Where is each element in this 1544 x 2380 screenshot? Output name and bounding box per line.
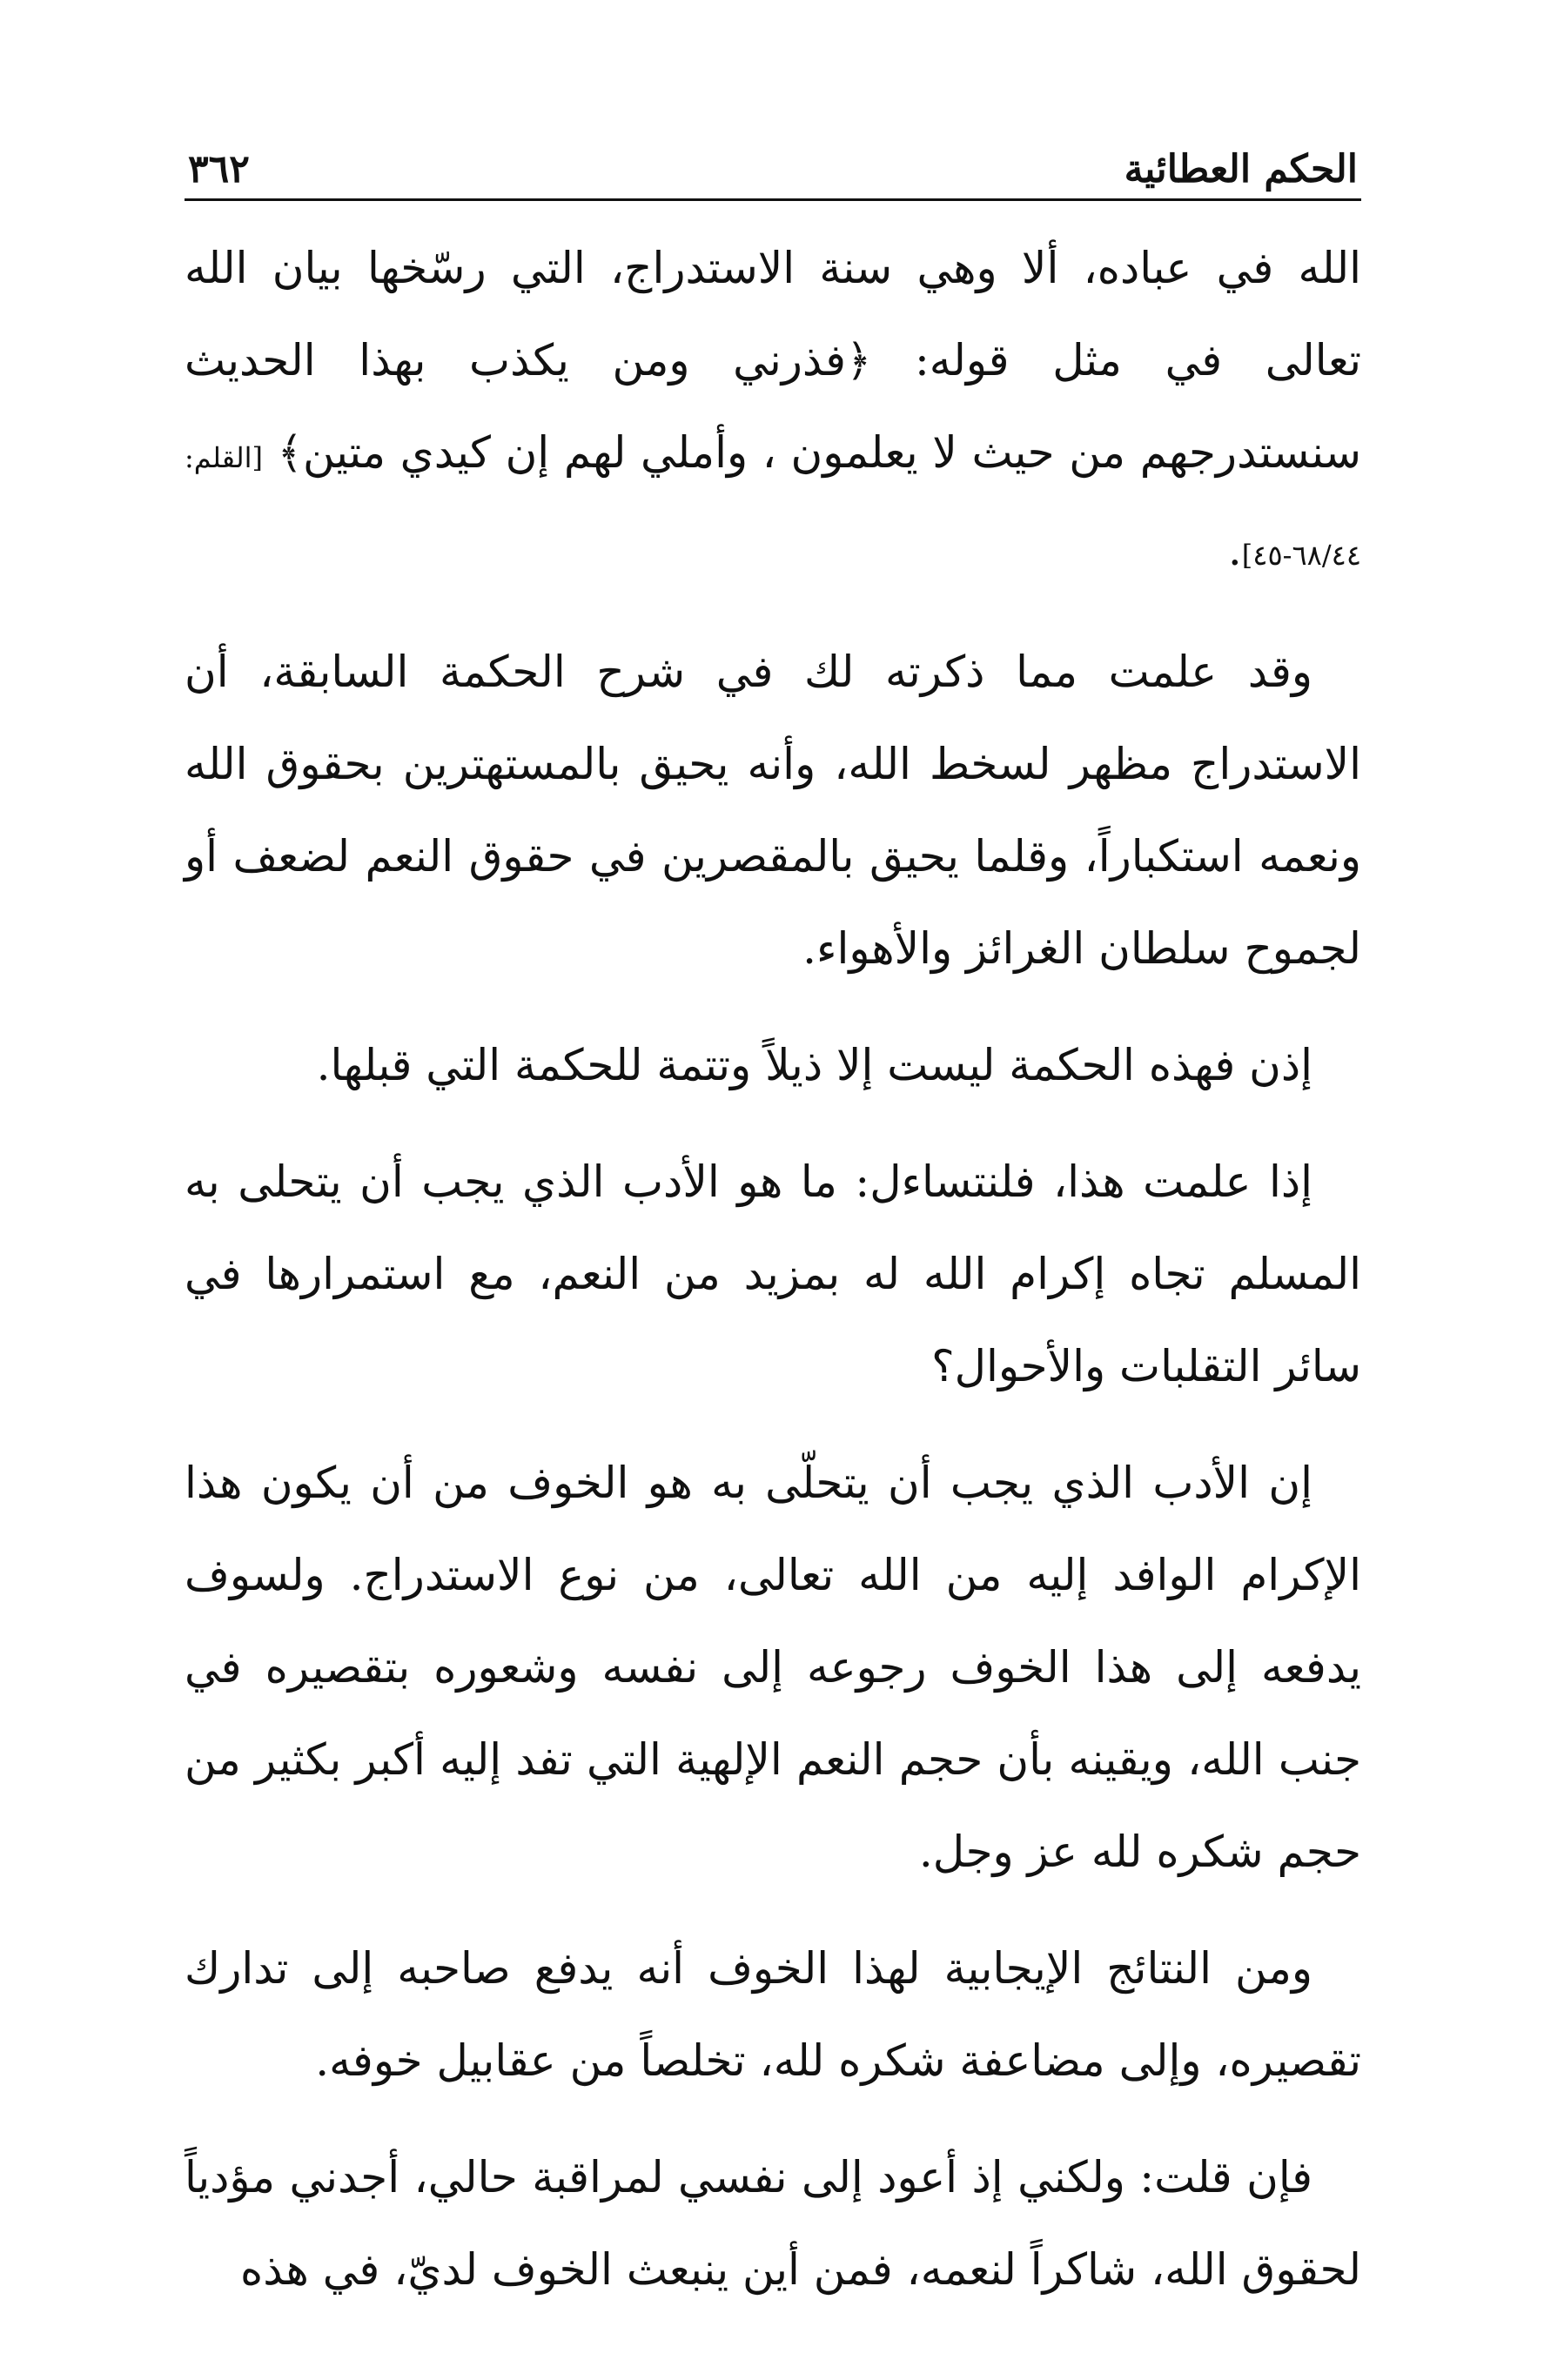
- paragraph-1-end: .: [1227, 525, 1242, 575]
- running-header: [185, 131, 1361, 201]
- paragraph-4: إذا علمت هذا، فلنتساءل: ما هو الأدب الذي يجب أن يتحلى به المسلم تجاه إكرام الله له بمزيد من النعم، مع استمرارها في سائر التقلبات والأحوال؟: [185, 1156, 1361, 1391]
- paragraph-5: إن الأدب الذي يجب أن يتحلّى به هو الخوف من أن يكون هذا الإكرام الوافد إليه من الله تعالى، من نوع الاستدراج. ولسوف يدفعه إلى هذا الخوف رجوعه إلى نفسه وشعوره بتقصيره في جنب الله، ويقينه بأن حجم النعم الإلهية التي تفد إليه أكبر بكثير من حجم شكره لله عز وجل.: [185, 1458, 1361, 1877]
- paragraph-1: [185, 222, 1361, 601]
- paragraph-2: وقد علمت مما ذكرته لك في شرح الحكمة السابقة، أن الاستدراج مظهر لسخط الله، وأنه يحيق بالمستهترين بحقوق الله ونعمه استكباراً، وقلما يحيق بالمقصرين في حقوق النعم لضعف أو لجموح سلطان الغرائز والأهواء.: [185, 647, 1361, 974]
- paragraph-7: فإن قلت: ولكني إذ أعود إلى نفسي لمراقبة حالي، أجدني مؤدياً لحقوق الله، شاكراً لنعمه، فمن أين ينبعث الخوف لديّ، في هذه: [185, 2152, 1361, 2295]
- quran-verse: ﴿فذرني ومن يكذب بهذا الحديث سنستدرجهم من حيث لا يعلمون ، وأملي لهم إن كيدي متين﴾: [185, 335, 1361, 478]
- verse-citation: [القلم: ٦٨/٤٤-٤٥]: [185, 441, 1361, 572]
- page-number: ٣٦٢: [188, 147, 250, 191]
- paragraph-3: إذن فهذه الحكمة ليست إلا ذيلاً وتتمة للحكمة التي قبلها.: [316, 1040, 1312, 1090]
- book-page: [185, 131, 1361, 2316]
- running-title: الحكم العطائية: [1124, 147, 1358, 191]
- paragraph-1-intro: الله في عباده، ألا وهي سنة الاستدراج، التي رسّخها بيان الله تعالى في مثل قوله:: [185, 243, 1361, 385]
- body-text: [185, 222, 1361, 2316]
- paragraph-6: ومن النتائج الإيجابية لهذا الخوف أنه يدفع صاحبه إلى تدارك تقصيره، وإلى مضاعفة شكره لله، تخلصاً من عقابيل خوفه.: [185, 1943, 1361, 2086]
